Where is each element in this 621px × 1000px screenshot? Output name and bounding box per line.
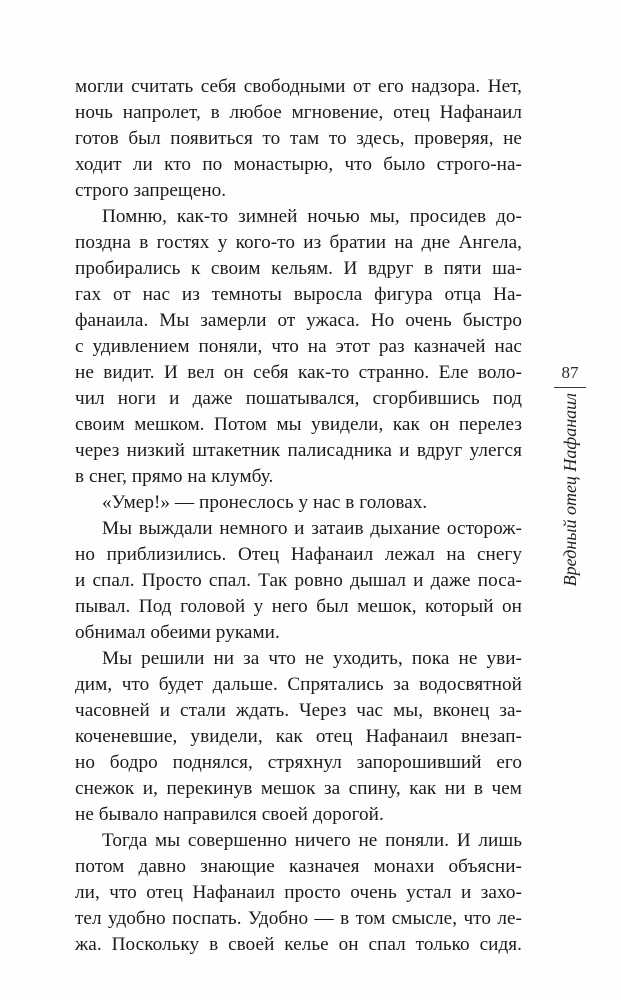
text-line: через низкий штакетник палисадника и вдруг улегся [75,440,522,461]
text-line: готов был появиться то там то здесь, проверяя, не [75,128,522,149]
text-line: с удивлением поняли, что на этот раз казначей нас [75,336,522,357]
text-line: не бывало направился своей дорогой. [75,804,384,825]
text-line: чил ноги и даже пошатывался, сгорбившись под [75,388,522,409]
text-line: «Умер!» — пронеслось у нас в головах. [102,492,428,513]
text-line: могли считать себя свободными от его надзора. Нет, [75,76,522,97]
text-line: обнимал обеими руками. [75,622,280,643]
text-line: фанаила. Мы замерли от ужаса. Но очень быстро [75,310,522,331]
text-line: Мы решили ни за что не уходить, пока не уви- [102,648,522,669]
text-line: строго запрещено. [75,180,227,201]
text-line: своим мешком. Потом мы увидели, как он перелез [75,414,522,435]
text-line: тел удобно поспать. Удобно — в том смысле, что ле- [75,908,522,929]
text-line: потом давно знающие казначея монахи объясни- [75,856,522,877]
text-line: но бодро поднялся, стряхнул запорошивший его [75,752,522,773]
text-line: но приблизились. Отец Нафанаил лежал на снегу [75,544,522,565]
text-line: в снег, прямо на клумбу. [75,466,274,487]
text-line: часовней и стали ждать. Через час мы, вконец за- [75,700,522,721]
text-line: поздна в гостях у кого-то из братии на дне Ангела, [75,232,522,253]
text-line: жа. Поскольку в своей келье он спал только сидя. [75,934,522,955]
text-line: не видит. И вел он себя как-то странно. Еле воло- [75,362,522,383]
running-head-rule [554,387,586,388]
text-line: снежок и, перекинув мешок за спину, как ни в чем [75,778,522,799]
text-line: Помню, как-то зимней ночью мы, просидев до- [102,206,522,227]
text-line: пробирались к своим кельям. И вдруг в пяти ша- [75,258,522,279]
body-text [75,74,522,958]
running-head [554,362,586,602]
text-line: гах от нас из темноты выросла фигура отца На- [75,284,522,305]
text-line: Мы выждали немного и затаив дыхание осторож- [102,518,522,539]
text-line: и спал. Просто спал. Так ровно дышал и даже поса- [75,570,522,591]
text-line: ли, что отец Нафанаил просто очень устал и захо- [75,882,522,903]
text-line: пывал. Под головой у него был мешок, который он [75,596,522,617]
running-head-title: Вредный отец Нафанаил [560,393,580,587]
text-line: ходит ли кто по монастырю, что было строго-на- [75,154,522,175]
text-line: ночь напролет, в любое мгновение, отец Нафанаил [75,102,522,123]
page-number: 87 [561,363,579,382]
text-line: дим, что будет дальше. Спрятались за водосвятной [75,674,522,695]
text-line: коченевшие, увидели, как отец Нафанаил внезап- [75,726,522,747]
text-line: Тогда мы совершенно ничего не поняли. И лишь [102,830,522,851]
